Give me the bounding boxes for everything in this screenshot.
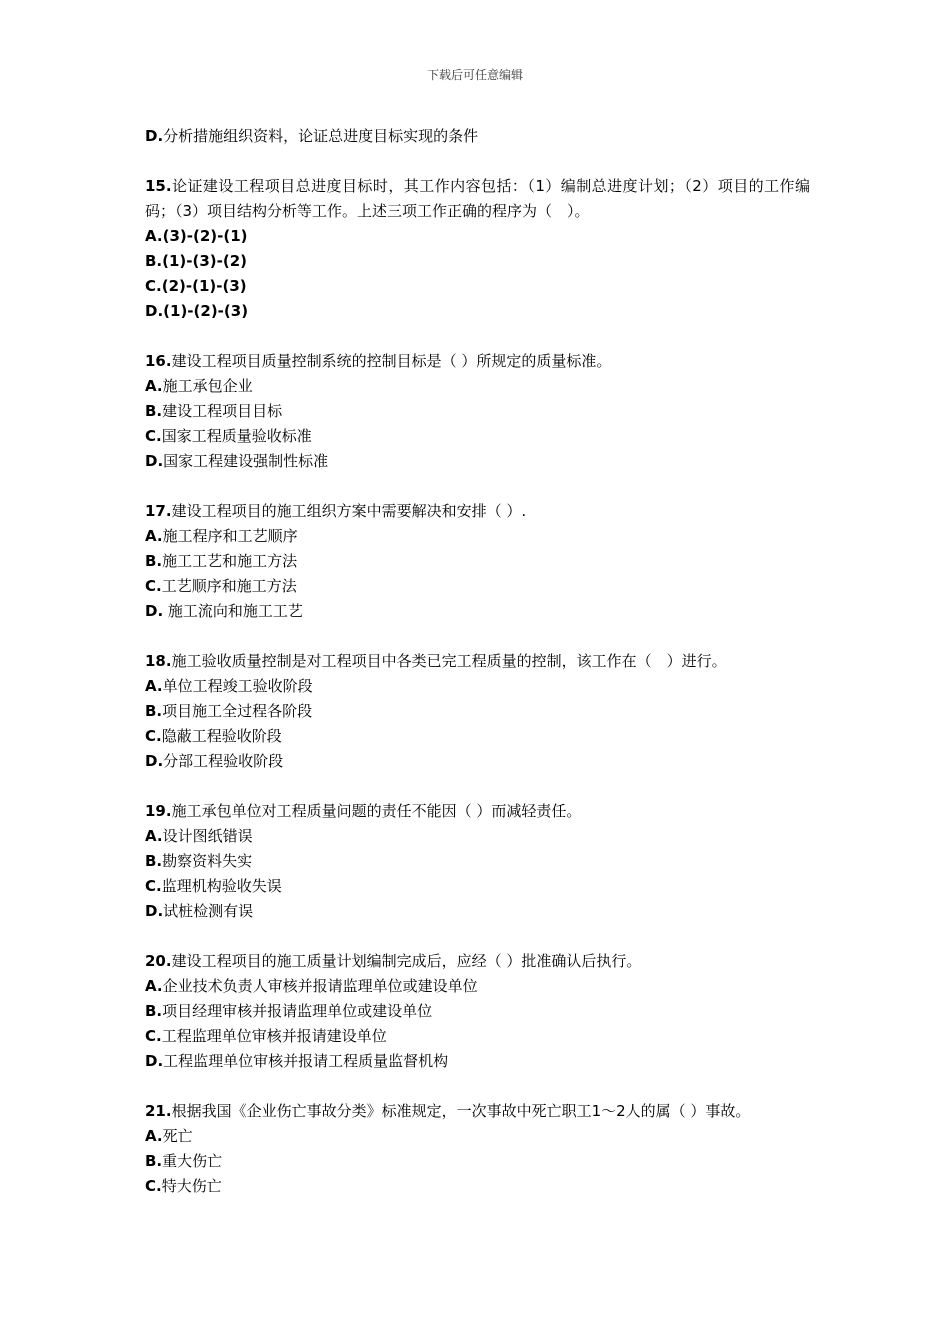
option-a	[145, 974, 810, 999]
question-text: 建设工程项目的施工质量计划编制完成后，应经（ ）批准确认后执行。	[171, 952, 642, 970]
option-letter: C.	[145, 277, 162, 295]
option-text: (1)-(2)-(3)	[163, 302, 249, 320]
question-stem	[145, 1099, 810, 1124]
option-c	[145, 574, 810, 599]
option-letter: A.	[145, 527, 163, 545]
question-19	[145, 799, 810, 924]
option-letter: C.	[145, 727, 162, 745]
option-a	[145, 524, 810, 549]
option-b	[145, 399, 810, 424]
option-letter: D.	[145, 1052, 164, 1070]
option-b	[145, 849, 810, 874]
option-letter: B.	[145, 402, 163, 420]
question-15	[145, 174, 810, 324]
option-letter: A.	[145, 227, 163, 245]
option-b	[145, 1149, 810, 1174]
option-d	[145, 599, 810, 624]
option-c	[145, 1024, 810, 1049]
option-text: 分部工程验收阶段	[163, 752, 284, 770]
option-d	[145, 449, 810, 474]
option-text: 项目经理审核并报请监理单位或建设单位	[162, 1002, 433, 1020]
question-text: 施工验收质量控制是对工程项目中各类已完工程质量的控制，该工作在（ ）进行。	[171, 652, 727, 670]
option-letter: D.	[145, 902, 164, 920]
option-text: 施工工艺和施工方法	[162, 552, 298, 570]
question-text: 根据我国《企业伤亡事故分类》标准规定，一次事故中死亡职工1～2人的属（ ）事故。	[171, 1102, 751, 1120]
option-text: (2)-(1)-(3)	[161, 277, 247, 295]
option-letter: D.	[145, 752, 164, 770]
option-a	[145, 674, 810, 699]
option-letter: B.	[145, 552, 163, 570]
option-d	[145, 749, 810, 774]
option-d	[145, 899, 810, 924]
option-letter: B.	[145, 702, 163, 720]
option-letter: C.	[145, 877, 162, 895]
option-b	[145, 249, 810, 274]
option-letter: A.	[145, 827, 163, 845]
option-b	[145, 549, 810, 574]
option-letter: A.	[145, 377, 163, 395]
option-text: 监理机构验收失误	[161, 877, 282, 895]
option-text: 企业技术负责人审核并报请监理单位或建设单位	[162, 977, 478, 995]
option-text: 特大伤亡	[161, 1177, 222, 1195]
option-letter: C.	[145, 1177, 162, 1195]
option-a	[145, 374, 810, 399]
option-letter: C.	[145, 577, 162, 595]
option-text: 死亡	[162, 1127, 193, 1145]
option-a	[145, 224, 810, 249]
question-number: 15.	[145, 177, 172, 195]
document-body	[145, 124, 810, 1199]
question-text: 建设工程项目的施工组织方案中需要解决和安排（ ）.	[171, 502, 527, 520]
option-text: 国家工程建设强制性标准	[163, 452, 329, 470]
option-text: 单位工程竣工验收阶段	[162, 677, 313, 695]
option-text: 施工承包企业	[162, 377, 253, 395]
question-21	[145, 1099, 810, 1199]
option-text: 施工流向和施工工艺	[163, 602, 303, 620]
page-header: 下载后可任意编辑	[426, 68, 523, 82]
option-letter: B.	[145, 1152, 163, 1170]
option-letter: A.	[145, 977, 163, 995]
question-number: 19.	[145, 802, 172, 820]
question-number: 18.	[145, 652, 172, 670]
question-text: 建设工程项目质量控制系统的控制目标是（ ）所规定的质量标准。	[171, 352, 612, 370]
question-stem	[145, 949, 810, 974]
question-text: 施工承包单位对工程质量问题的责任不能因（ ）而减轻责任。	[171, 802, 582, 820]
option-c	[145, 874, 810, 899]
question-text: 论证建设工程项目总进度目标时，其工作内容包括：（1）编制总进度计划；（2）项目的工作编码；（3）项目结构分析等工作。上述三项工作正确的程序为（ ）。	[145, 177, 810, 220]
question-20	[145, 949, 810, 1074]
question-stem	[145, 349, 810, 374]
question-17	[145, 499, 810, 624]
option-text: 国家工程质量验收标准	[161, 427, 312, 445]
option-text: 工艺顺序和施工方法	[161, 577, 297, 595]
option-c	[145, 424, 810, 449]
option-c	[145, 1174, 810, 1199]
option-text: 隐蔽工程验收阶段	[161, 727, 282, 745]
option-letter: D.	[145, 602, 164, 620]
option-letter: D.	[145, 302, 164, 320]
option-a	[145, 1124, 810, 1149]
question-number: 16.	[145, 352, 172, 370]
option-letter: B.	[145, 1002, 163, 1020]
option-a	[145, 824, 810, 849]
option-c	[145, 274, 810, 299]
option-letter: C.	[145, 1027, 162, 1045]
option-letter: A.	[145, 677, 163, 695]
question-stem	[145, 649, 810, 674]
question-16	[145, 349, 810, 474]
option-text: 施工程序和工艺顺序	[162, 527, 298, 545]
question-number: 20.	[145, 952, 172, 970]
question-18	[145, 649, 810, 774]
question-number: 21.	[145, 1102, 172, 1120]
option-text: 试桩检测有误	[163, 902, 254, 920]
question-number: 17.	[145, 502, 172, 520]
option-text: 工程监理单位审核并报请工程质量监督机构	[163, 1052, 449, 1070]
option-d	[145, 299, 810, 324]
option-letter: B.	[145, 252, 163, 270]
option-b	[145, 999, 810, 1024]
option-text: 设计图纸错误	[162, 827, 253, 845]
option-text: 项目施工全过程各阶段	[162, 702, 313, 720]
option-text: 工程监理单位审核并报请建设单位	[161, 1027, 387, 1045]
option-text: (1)-(3)-(2)	[162, 252, 248, 270]
option-text: 勘察资料失实	[162, 852, 253, 870]
option-text: 分析措施组织资料，论证总进度目标实现的条件	[163, 127, 479, 145]
option-text: 重大伤亡	[162, 1152, 223, 1170]
option-letter: A.	[145, 1127, 163, 1145]
option-d	[145, 1049, 810, 1074]
question-stem	[145, 174, 810, 224]
question-stem	[145, 499, 810, 524]
question-stem	[145, 799, 810, 824]
option-text: 建设工程项目目标	[162, 402, 283, 420]
option-text: (3)-(2)-(1)	[162, 227, 248, 245]
option-letter: D.	[145, 127, 164, 145]
option-letter: C.	[145, 427, 162, 445]
option-letter: B.	[145, 852, 163, 870]
option-letter: D.	[145, 452, 164, 470]
leading-option	[145, 124, 810, 149]
option-c	[145, 724, 810, 749]
option-b	[145, 699, 810, 724]
